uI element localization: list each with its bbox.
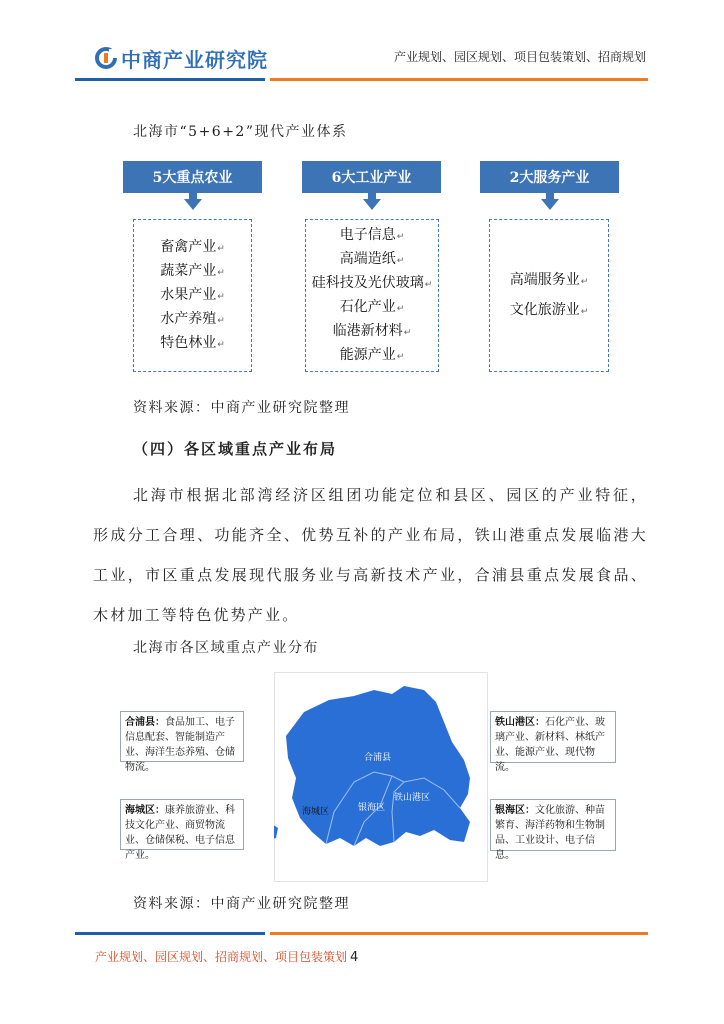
header-tagline: 产业规划、园区规划、项目包装策划、招商规划 [393, 50, 646, 64]
header-divider-blue [75, 78, 265, 81]
list-item: 高端服务业 ↵ [510, 266, 589, 296]
list-item: 临港新材料 ↵ [333, 320, 412, 344]
region-name: 海城区： [125, 805, 165, 816]
list-item: 石化产业 ↵ [340, 296, 405, 320]
region-box-hepu [120, 711, 244, 773]
map-label-hepu: 合浦县 [364, 753, 392, 763]
region-desc: 食品加工、电子信息配套、智能制造产业、海洋生态养殖、仓储物流。 [125, 717, 235, 773]
list-item: 水果产业 ↵ [160, 284, 225, 308]
region-desc: 文化旅游、种苗繁育、海洋药物和生物制品、工业设计、电子信息。 [495, 805, 605, 861]
logo-text: 中商产业研究院 [121, 47, 268, 72]
list-item: 文化旅游业 ↵ [510, 296, 589, 326]
figure2-source: 资料来源：中商产业研究院整理 [133, 896, 350, 912]
logo-icon [95, 47, 117, 69]
list-item: 硅科技及光伏玻璃 ↵ [312, 272, 433, 296]
industry-column-industry [302, 161, 441, 210]
arrow-down-icon [363, 199, 381, 210]
map-label-haicheng: 海城区 [302, 807, 330, 817]
industry-column-agriculture [123, 161, 262, 210]
map-label-yinhai: 银海区 [358, 803, 386, 813]
industry-list-service [489, 219, 609, 372]
region-name: 银海区： [495, 805, 535, 816]
region-desc: 石化产业、玻璃产业、新材料、林纸产业、能源产业、现代物流。 [495, 717, 605, 773]
list-item: 电子信息 ↵ [340, 224, 405, 248]
list-item: 蔬菜产业 ↵ [160, 260, 225, 284]
list-item: 能源产业 ↵ [340, 344, 405, 368]
header-divider-orange [270, 78, 648, 81]
figure1-source: 资料来源：中商产业研究院整理 [133, 400, 350, 416]
column-title: 5大重点农业 [123, 161, 262, 193]
figure1-caption: 北海市“5+6+2”现代产业体系 [133, 124, 348, 140]
region-box-yinhai [490, 799, 616, 861]
region-box-haicheng [120, 799, 244, 861]
section-heading: （四）各区域重点产业布局 [133, 440, 338, 458]
arrow-down-icon [541, 199, 559, 210]
list-item: 高端造纸 ↵ [340, 248, 405, 272]
list-item: 畜禽产业 ↵ [160, 236, 225, 260]
region-box-tieshan [490, 711, 616, 773]
footer-divider-blue [75, 932, 265, 935]
beihai-map [274, 672, 488, 882]
map-landmass [286, 686, 470, 846]
industry-column-service [480, 161, 619, 210]
industry-list-industry [305, 219, 439, 372]
body-paragraph: 北海市根据北部湾经济区组团功能定位和县区、园区的产业特征，形成分工合理、功能齐全、优势互补的产业布局，铁山港重点发展临港大工业，市区重点发展现代服务业与高新技术产业，合浦县重点发展食品、木材加工等特色优势产业。 [93, 486, 648, 624]
arrow-down-icon [184, 199, 202, 210]
region-name: 铁山港区： [495, 717, 545, 728]
map-island [274, 824, 278, 840]
map-label-tieshan: 铁山港区 [394, 793, 431, 803]
footer-tagline: 产业规划、园区规划、招商规划、项目包装策划 [95, 950, 348, 964]
industry-list-agriculture [133, 219, 252, 372]
logo [95, 44, 268, 72]
footer [95, 948, 358, 965]
column-title: 6大工业产业 [302, 161, 441, 193]
region-name: 合浦县： [125, 717, 165, 728]
list-item: 特色林业 ↵ [160, 332, 225, 356]
column-title: 2大服务产业 [480, 161, 619, 193]
page-number: 4 [350, 950, 359, 965]
region-desc: 康养旅游业、科技文化产业、商贸物流业、仓储保税、电子信息产业。 [125, 805, 235, 861]
figure2-caption: 北海市各区域重点产业分布 [133, 640, 319, 656]
list-item: 水产养殖 ↵ [160, 308, 225, 332]
footer-divider-orange [270, 932, 648, 935]
